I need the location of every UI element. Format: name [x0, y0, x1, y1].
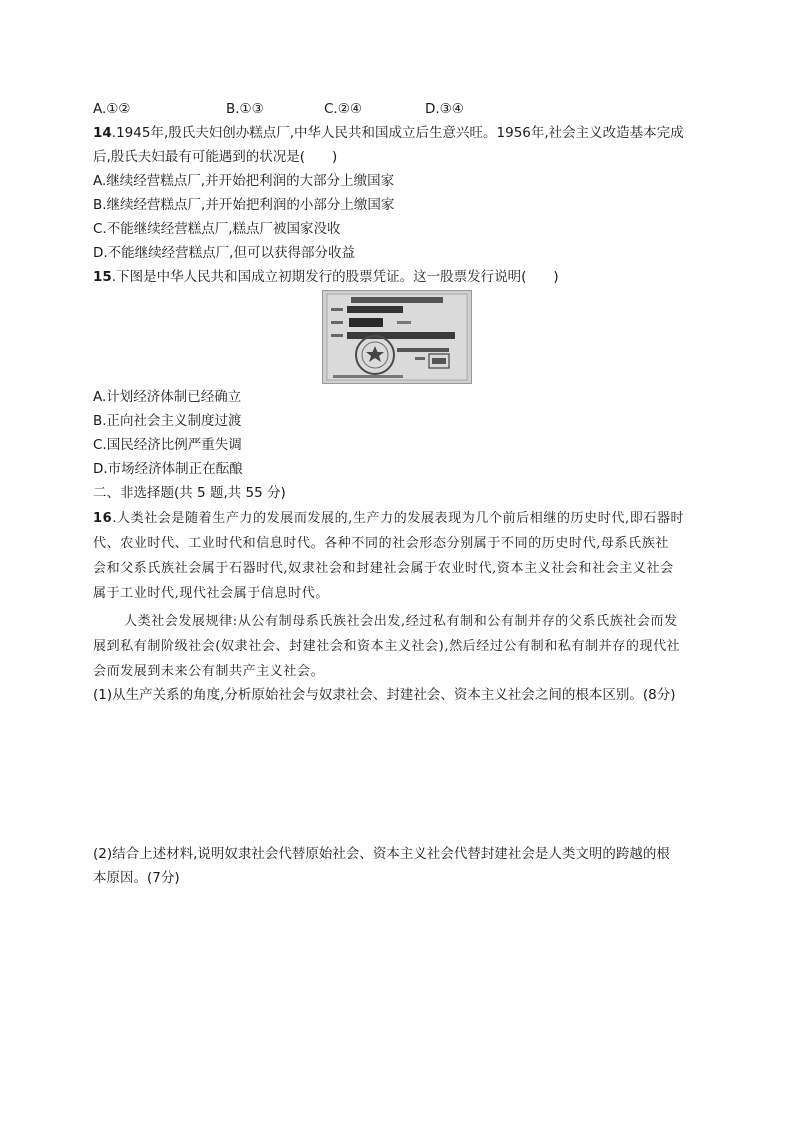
q14-stem-line1: 14.1945年,殷氏夫妇创办糕点厂,中华人民共和国成立后生意兴旺。1956年,社会主义改造基本完成: [93, 125, 684, 141]
q15-option-b: B.正向社会主义制度过渡: [93, 413, 242, 429]
q16-material2-line2: 展到私有制阶级社会(奴隶社会、封建社会和资本主义社会),然后经过公有制和私有制并存的现代社: [93, 639, 681, 654]
q13-option-d: D.③④: [425, 101, 464, 117]
q16-material1-line1: 16.人类社会是随着生产力的发展而发展的,生产力的发展表现为几个前后相继的历史时代,即石器时: [93, 511, 685, 526]
q13-option-c: C.②④: [324, 101, 362, 117]
q14-option-c: C.不能继续经营糕点厂,糕点厂被国家没收: [93, 221, 341, 237]
q15-number: 15: [93, 269, 112, 285]
q16-material1-line2: 代、农业时代、工业时代和信息时代。各种不同的社会形态分别属于不同的历史时代,母系氏族社: [93, 536, 669, 551]
q16-sub2-line1: (2)结合上述材料,说明奴隶社会代替原始社会、资本主义社会代替封建社会是人类文明的跨越的根: [93, 846, 670, 862]
q16-number: 16: [93, 511, 113, 526]
q13-option-b: B.①③: [226, 101, 264, 117]
q13-options: [93, 98, 573, 120]
q14-option-d: D.不能继续经营糕点厂,但可以获得部分收益: [93, 245, 355, 261]
q15-option-d: D.市场经济体制正在酝酿: [93, 461, 243, 477]
q14-number: 14: [93, 125, 112, 141]
q14-stem-line2: 后,殷氏夫妇最有可能遇到的状况是( ): [93, 149, 338, 165]
q16-sub2-line2: 本原因。(7分): [93, 870, 180, 886]
q16-material2-line3: 会而发展到未来公有制共产主义社会。: [93, 664, 325, 679]
q14-option-a: A.继续经营糕点厂,并开始把利润的大部分上缴国家: [93, 173, 395, 189]
q16-material1-line4: 属于工业时代,现代社会属于信息时代。: [93, 586, 329, 601]
q16-sub1: (1)从生产关系的角度,分析原始社会与奴隶社会、封建社会、资本主义社会之间的根本区别。(8分): [93, 687, 676, 703]
q13-option-a: A.①②: [93, 101, 131, 117]
q14-option-b: B.继续经营糕点厂,并开始把利润的小部分上缴国家: [93, 197, 395, 213]
q16-material2-line1: 人类社会发展规律:从公有制母系氏族社会出发,经过私有制和公有制并存的父系氏族社会而发: [124, 614, 678, 629]
q15-option-c: C.国民经济比例严重失调: [93, 437, 242, 453]
q15-stem: 15.下图是中华人民共和国成立初期发行的股票凭证。这一股票发行说明( ): [93, 269, 559, 285]
q16-material1-line3: 会和父系氏族社会属于石器时代,奴隶社会和封建社会属于农业时代,资本主义社会和社会主义社会: [93, 561, 674, 576]
stock-certificate-photo: [322, 290, 472, 384]
stock-certificate-icon: [323, 291, 471, 383]
q15-option-a: A.计划经济体制已经确立: [93, 389, 242, 405]
section2-heading: 二、非选择题(共 5 题,共 55 分): [93, 485, 286, 501]
